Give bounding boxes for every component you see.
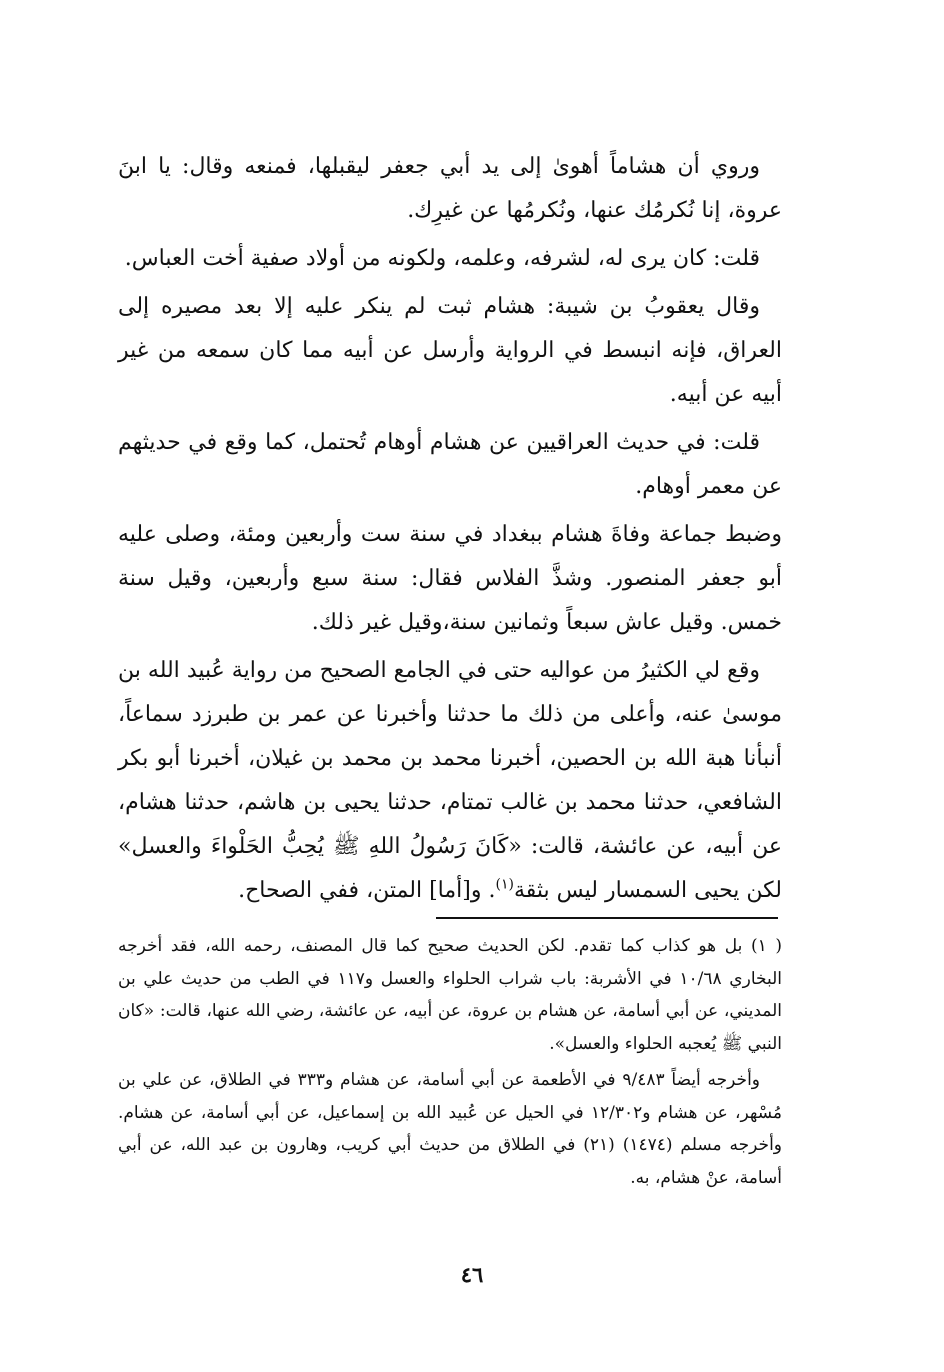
footnote-separator [436,917,778,919]
paragraph-2: قلت: كان يرى له، لشرفه، وعلمه، ولكونه من أولاد صفية أخت العباس. [124,246,760,271]
footnote-reference[interactable]: (١) [495,876,514,893]
main-text [118,145,782,917]
footnotes [118,930,782,1198]
paragraph-6-body: وقع لي الكثيرُ من عواليه حتى في الجامع الصحيح من رواية عُبيد الله بن موسىٰ عنه، وأعلى من ذلك ما حدثنا وأخبرنا عن عمر بن طبرزد سماعاً، أنبأنا هبة الله بن الحصين، أخبرنا محمد بن محمد بن غيلان، أخبرنا أبو بكر الشافعي، حدثنا محمد بن غالب تمتام، حدثنا يحيى بن هاشم، حدثنا هشام، عن أبيه، عن عائشة، قالت: «كَانَ رَسُولُ اللهِ ﷺ يُحِبُّ الحَلْواءَ والعسل» لكن يحيى السمسار ليس بثقة [118,658,782,903]
paragraph-5: وضبط جماعة وفاةَ هشام ببغداد في سنة ست وأربعين ومئة، وصلى عليه أبو جعفر المنصور. وشذَّ الفلاس فقال: سنة سبع وأربعين، وقيل سنة خمس. وقيل عاش سبعاً وثمانين سنة،وقيل غير ذلك. [118,522,782,635]
paragraph-6-tail: . و[أما] المتن، ففي الصحاح. [238,878,496,903]
footnote-1: ( ١) بل هو كذاب كما تقدم. لكن الحديث صحيح كما قال المصنف، رحمه الله، فقد أخرجه البخاري ١٠/٦٨ في الأشربة: باب شراب الحلواء والعسل و١١٧ في الطب من حديث علي بن المديني، عن أبي أسامة، عن هشام بن عروة، عن أبيه، عن عائشة، رضي الله عنها، قالت: «كان النبي ﷺ يُعجبه الحلواء والعسل». [118,936,783,1054]
paragraph-3: وقال يعقوبُ بن شيبة: هشام ثبت لم ينكر عليه إلا بعد مصيره إلى العراق، فإنه انبسط في الرواية وأرسل عن أبيه مما كان سمعه من غير أبيه عن أبيه. [118,294,782,407]
paragraph-6 [118,649,782,913]
paragraph-1: وروي أن هشاماً أهوىٰ إلى يد أبي جعفر ليقبلها، فمنعه وقال: يا ابنَ عروة، إنا نُكرمُك عنها، ونُكرمُها عن غيرِك. [118,154,782,223]
paragraph-4: قلت: في حديث العراقيين عن هشام أوهام تُحتمل، كما وقع في حديثهم عن معمر أوهام. [118,430,782,499]
page-number: ٤٦ [460,1262,484,1287]
footnote-1-continuation: وأخرجه أيضاً ٩/٤٨٣ في الأطعمة عن أبي أسامة، عن هشام و٣٣٣ في الطلاق، عن علي بن مُسْهر، عن هشام و١٢/٣٠٢ في الحيل عن عُبيد الله بن إسماعيل، عن أبي أسامة، عن هشام. وأخرجه مسلم (١٤٧٤) (٢١) في الطلاق من حديث أبي كريب، وهارون بن عبد الله، عن أبي أسامة، عنْ هشام، به. [118,1070,782,1188]
